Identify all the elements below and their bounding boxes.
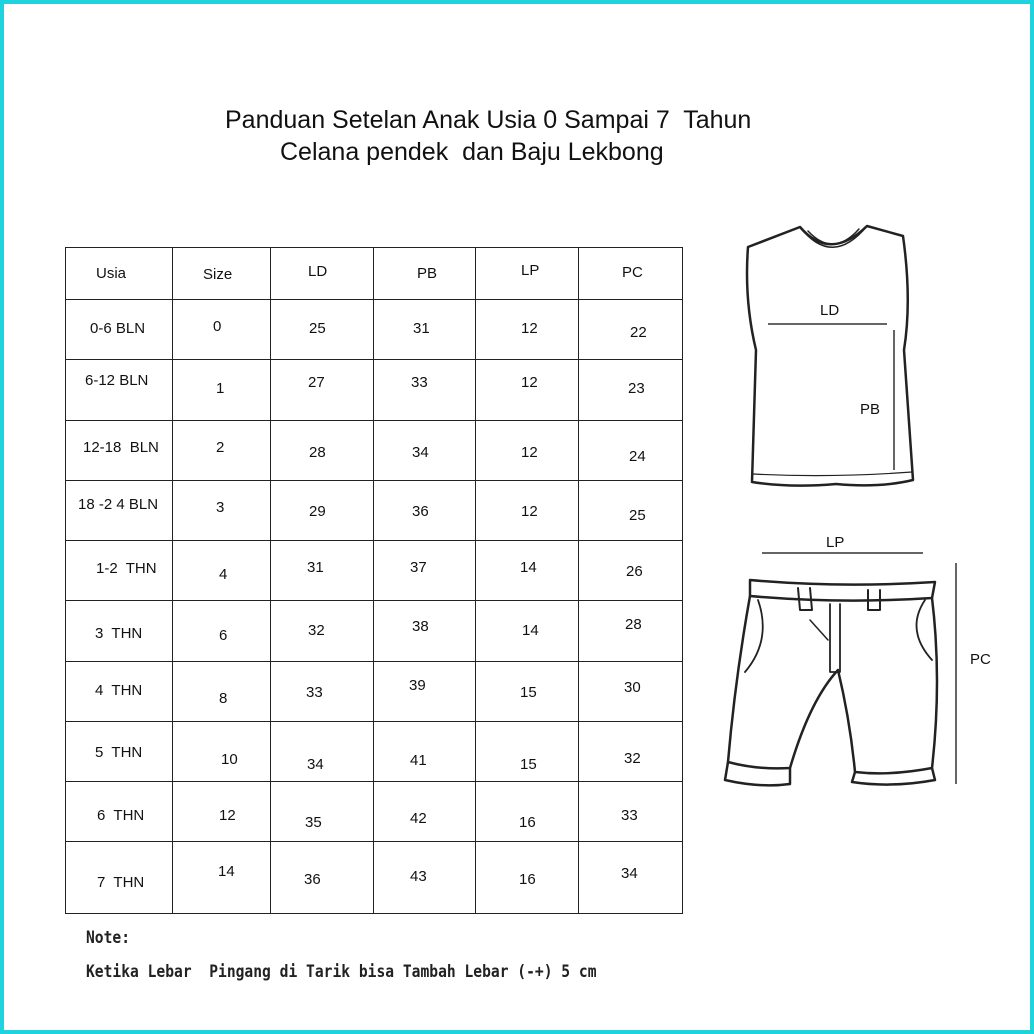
cell-ld: 28 bbox=[271, 420, 374, 480]
header-pc: PC bbox=[579, 248, 683, 300]
cell-size: 4 bbox=[173, 541, 271, 601]
cell-pc: 24 bbox=[579, 420, 683, 480]
cell-lp: 15 bbox=[476, 661, 579, 721]
lp-label: LP bbox=[826, 534, 845, 551]
cell-pc: 22 bbox=[579, 300, 683, 360]
cell-usia: 6 THN bbox=[66, 782, 173, 842]
cell-ld: 31 bbox=[271, 541, 374, 601]
cell-size: 14 bbox=[173, 842, 271, 914]
cell-pc: 32 bbox=[579, 721, 683, 781]
cell-pb: 33 bbox=[374, 360, 476, 420]
note-heading: Note: bbox=[86, 928, 131, 948]
cell-lp: 16 bbox=[476, 782, 579, 842]
cell-pb: 31 bbox=[374, 300, 476, 360]
cell-pc: 26 bbox=[579, 541, 683, 601]
cell-pb: 38 bbox=[374, 601, 476, 661]
cell-ld: 36 bbox=[271, 842, 374, 914]
cell-pb: 41 bbox=[374, 721, 476, 781]
cell-pb: 43 bbox=[374, 842, 476, 914]
cell-lp: 16 bbox=[476, 842, 579, 914]
cell-pb: 39 bbox=[374, 661, 476, 721]
cell-lp: 12 bbox=[476, 300, 579, 360]
cell-lp: 12 bbox=[476, 360, 579, 420]
cell-size: 10 bbox=[173, 721, 271, 781]
cell-ld: 35 bbox=[271, 782, 374, 842]
cell-usia: 5 THN bbox=[66, 721, 173, 781]
cell-ld: 27 bbox=[271, 360, 374, 420]
cell-usia: 6-12 BLN bbox=[66, 360, 173, 420]
cell-lp: 14 bbox=[476, 601, 579, 661]
cell-size: 2 bbox=[173, 420, 271, 480]
page-subtitle: Celana pendek dan Baju Lekbong bbox=[280, 138, 664, 166]
pc-label: PC bbox=[970, 651, 991, 668]
header-lp: LP bbox=[476, 248, 579, 300]
cell-pb: 34 bbox=[374, 420, 476, 480]
header-size: Size bbox=[173, 248, 271, 300]
cell-pc: 33 bbox=[579, 782, 683, 842]
cell-usia: 1-2 THN bbox=[66, 541, 173, 601]
note-text: Ketika Lebar Pingang di Tarik bisa Tambah Lebar (-+) 5 cm bbox=[86, 962, 597, 982]
cell-pc: 25 bbox=[579, 480, 683, 540]
pb-label: PB bbox=[860, 401, 881, 418]
cell-pc: 30 bbox=[579, 661, 683, 721]
cell-usia: 12-18 BLN bbox=[66, 420, 173, 480]
cell-usia: 4 THN bbox=[66, 661, 173, 721]
cell-ld: 34 bbox=[271, 721, 374, 781]
cell-pb: 37 bbox=[374, 541, 476, 601]
ld-label: LD bbox=[820, 302, 840, 319]
header-ld: LD bbox=[271, 248, 374, 300]
cell-ld: 32 bbox=[271, 601, 374, 661]
cell-lp: 12 bbox=[476, 480, 579, 540]
cell-usia: 18 -2 4 BLN bbox=[66, 480, 173, 540]
cell-size: 6 bbox=[173, 601, 271, 661]
cell-size: 3 bbox=[173, 480, 271, 540]
sleeveless-shirt-icon bbox=[747, 226, 913, 486]
cell-pc: 34 bbox=[579, 842, 683, 914]
page-title: Panduan Setelan Anak Usia 0 Sampai 7 Tahun bbox=[225, 106, 752, 134]
cell-size: 12 bbox=[173, 782, 271, 842]
shorts-icon bbox=[725, 580, 937, 785]
header-usia: Usia bbox=[66, 248, 173, 300]
cell-ld: 29 bbox=[271, 480, 374, 540]
cell-pc: 28 bbox=[579, 601, 683, 661]
header-pb: PB bbox=[374, 248, 476, 300]
cell-pc: 23 bbox=[579, 360, 683, 420]
cell-lp: 15 bbox=[476, 721, 579, 781]
cell-usia: 3 THN bbox=[66, 601, 173, 661]
cell-usia: 7 THN bbox=[66, 842, 173, 914]
cell-pb: 42 bbox=[374, 782, 476, 842]
cell-lp: 14 bbox=[476, 541, 579, 601]
cell-size: 1 bbox=[173, 360, 271, 420]
cell-ld: 33 bbox=[271, 661, 374, 721]
cell-size: 0 bbox=[173, 300, 271, 360]
cell-lp: 12 bbox=[476, 420, 579, 480]
cell-pb: 36 bbox=[374, 480, 476, 540]
cell-size: 8 bbox=[173, 661, 271, 721]
cell-usia: 0-6 BLN bbox=[66, 300, 173, 360]
cell-ld: 25 bbox=[271, 300, 374, 360]
